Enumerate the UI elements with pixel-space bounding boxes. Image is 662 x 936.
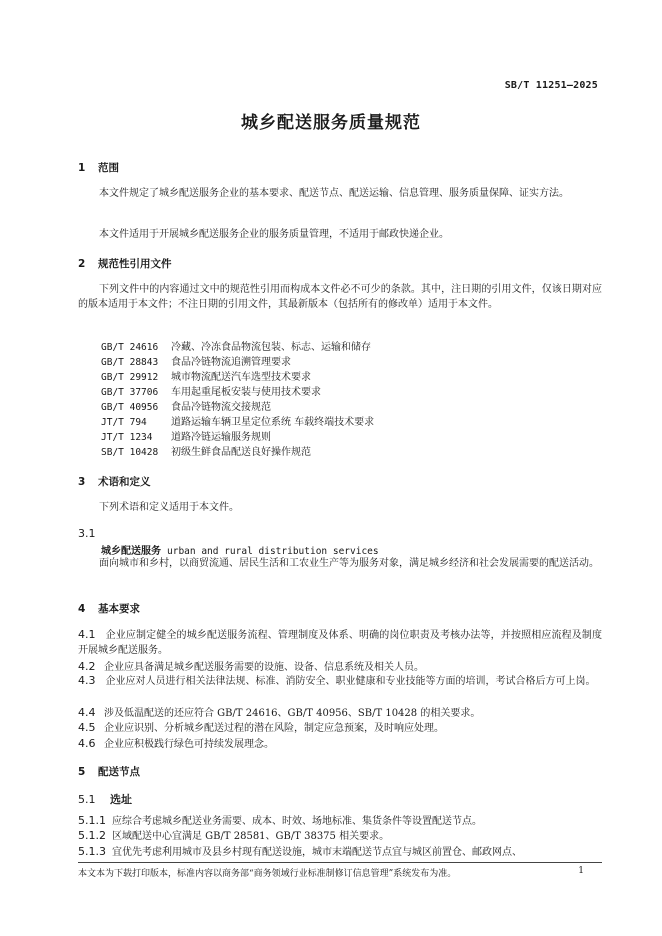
reference-code: GB/T 24616 (101, 342, 159, 353)
term-definition: 面向城市和乡村，以商贸流通、居民生活和工农业生产等为服务对象，满足城乡经济和社会发展需要的配送活动。 (99, 558, 599, 569)
reference-code: SB/T 10428 (101, 447, 159, 458)
reference-code: GB/T 37706 (101, 387, 159, 398)
reference-code: GB/T 28843 (101, 357, 159, 368)
section-4-heading (78, 601, 140, 616)
term-english: urban and rural distribution services (167, 546, 379, 557)
reference-item (101, 398, 271, 413)
requirement-item (78, 673, 602, 689)
siting-item (78, 827, 389, 842)
item-number: 4.1 (78, 628, 96, 641)
reference-name: 车用起重尾板安装与使用技术要求 (171, 387, 321, 398)
section-number: 4 (78, 603, 86, 615)
section-title: 术语和定义 (98, 476, 151, 488)
section-2-heading (78, 256, 172, 271)
section-title: 基本要求 (98, 603, 140, 615)
reference-name: 冷藏、冷冻食品物流包装、标志、运输和储存 (171, 342, 371, 353)
section-title: 范围 (98, 162, 119, 174)
reference-name: 初级生鲜食品配送良好操作规范 (171, 447, 311, 458)
reference-code: JT/T 794 (101, 417, 147, 428)
reference-name: 道路运输车辆卫星定位系统 车载终端技术要求 (171, 417, 375, 428)
reference-name: 道路冷链运输服务规则 (171, 432, 271, 443)
item-text: 企业应具备满足城乡配送服务需要的设施、设备、信息系统及相关人员。 (104, 662, 424, 673)
section-number: 3 (78, 476, 86, 488)
footer-divider (78, 862, 602, 863)
reference-item (101, 428, 271, 443)
term-number: 3.1 (78, 527, 96, 540)
section-1-paragraph-1: 本文件规定了城乡配送服务企业的基本要求、配送节点、配送运输、信息管理、服务质量保障、证实方法。 (99, 188, 569, 199)
reference-name: 食品冷链物流追溯管理要求 (171, 357, 291, 368)
reference-item (101, 443, 311, 458)
item-text: 企业应识别、分析城乡配送过程的潜在风险，制定应急预案，及时响应处理。 (104, 723, 444, 734)
reference-item (101, 338, 371, 353)
item-number: 4.2 (78, 660, 96, 673)
item-number: 5.1.3 (78, 845, 106, 858)
siting-item (78, 843, 522, 858)
section-1-paragraph-2: 本文件适用于开展城乡配送服务企业的服务质量管理，不适用于邮政快递企业。 (99, 229, 449, 240)
section-5-heading (78, 764, 140, 779)
subsection-number: 5.1 (78, 793, 96, 806)
item-number: 4.4 (78, 706, 96, 719)
term-heading (101, 542, 379, 557)
reference-code: GB/T 40956 (101, 402, 159, 413)
item-number: 5.1.1 (78, 814, 106, 827)
section-1-heading (78, 160, 119, 175)
section-3-paragraph: 下列术语和定义适用于本文件。 (99, 502, 239, 513)
reference-item (101, 368, 311, 383)
section-title: 规范性引用文件 (98, 258, 172, 270)
section-2-paragraph: 下列文件中的内容通过文中的规范性引用而构成本文件必不可少的条款。其中，注日期的引用文件，仅该日期对应的版本适用于本文件；不注日期的引用文件，其最新版本（包括所有的修改单）适用于本文件。 (78, 284, 602, 310)
subsection-title: 选址 (110, 793, 132, 806)
section-number: 2 (78, 258, 86, 270)
subsection-5-1-heading (78, 791, 132, 807)
term-chinese: 城乡配送服务 (101, 546, 161, 557)
item-text: 企业应制定健全的城乡配送服务流程、管理制度及体系、明确的岗位职责及考核办法等，并按照相应流程及制度开展城乡配送服务。 (78, 630, 602, 656)
reference-item (101, 413, 374, 428)
item-text: 区域配送中心宜满足 GB/T 28581、GB/T 38375 相关要求。 (112, 831, 390, 842)
item-text: 企业应积极践行绿色可持续发展理念。 (104, 739, 274, 750)
requirement-item (78, 735, 274, 750)
requirement-item (78, 658, 424, 673)
reference-code: JT/T 1234 (101, 432, 153, 443)
requirement-item (78, 719, 444, 734)
item-number: 4.5 (78, 721, 96, 734)
item-text: 涉及低温配送的还应符合 GB/T 24616、GB/T 40956、SB/T 10428 的相关要求。 (104, 708, 481, 719)
requirement-item (78, 627, 602, 658)
standard-code: SB/T 11251—2025 (504, 80, 598, 91)
reference-name: 城市物流配送汽车选型技术要求 (171, 372, 311, 383)
footer-notice: 本文本为下载打印版本，标准内容以商务部“商务领域行业标准制修订信息管理”系统发布为准。 (78, 869, 457, 879)
reference-item (101, 383, 321, 398)
section-number: 1 (78, 162, 86, 174)
item-text: 应综合考虑城乡配送业务需要、成本、时效、场地标准、集货条件等设置配送节点。 (112, 816, 482, 827)
siting-item (78, 812, 482, 827)
reference-name: 食品冷链物流交接规范 (171, 402, 271, 413)
document-title: 城乡配送服务质量规范 (241, 113, 421, 133)
section-3-heading (78, 474, 151, 489)
item-number: 4.3 (78, 674, 96, 687)
item-text: 宜优先考虑利用城市及县乡村现有配送设施，城市末端配送节点宜与城区前置仓、邮政网点、 (112, 847, 522, 858)
item-number: 4.6 (78, 737, 96, 750)
section-title: 配送节点 (98, 766, 140, 778)
item-text: 企业应对人员进行相关法律法规、标准、消防安全、职业健康和专业技能等方面的培训，考试合格后方可上岗。 (105, 676, 596, 687)
item-number: 5.1.2 (78, 829, 106, 842)
reference-code: GB/T 29912 (101, 372, 159, 383)
reference-item (101, 353, 291, 368)
page-number: 1 (578, 866, 584, 876)
section-number: 5 (78, 766, 86, 778)
requirement-item (78, 704, 480, 719)
